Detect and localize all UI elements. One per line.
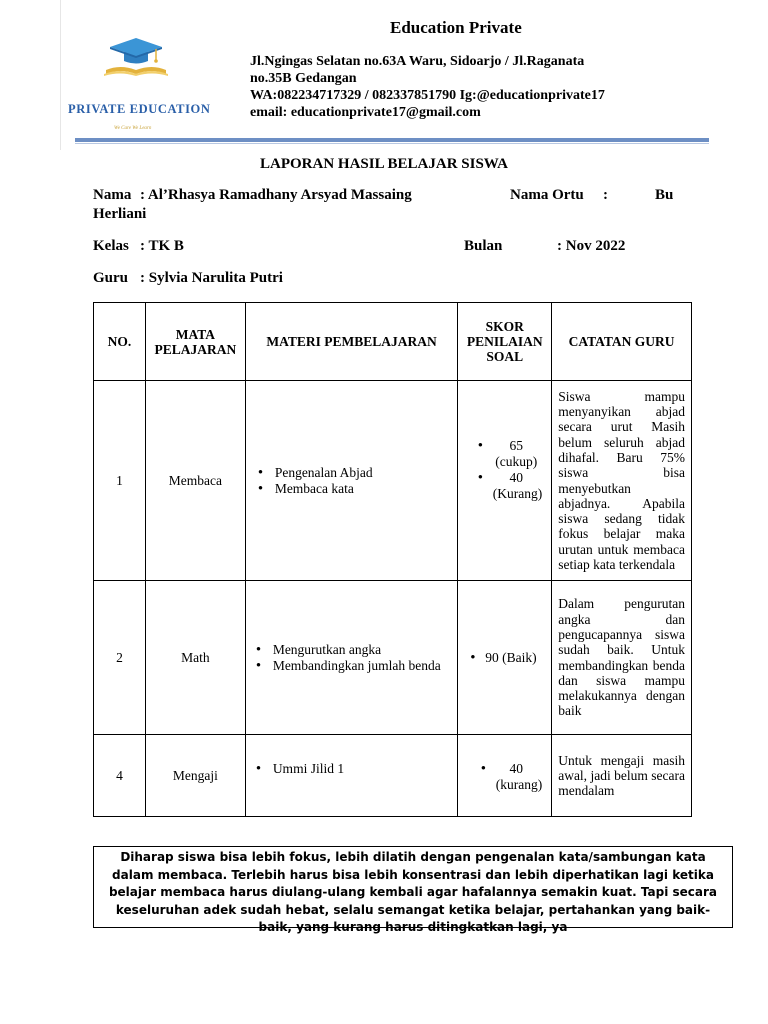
header-notes: CATATAN GURU <box>552 303 692 381</box>
school-name: Education Private <box>390 18 522 37</box>
score-item: • 90 (Baik) <box>462 650 551 666</box>
material-item: • Membandingkan jumlah benda <box>246 658 451 674</box>
row-subject: Math <box>145 581 245 735</box>
row-subject: Mengaji <box>145 735 245 817</box>
row-subject: Membaca <box>145 381 245 581</box>
header-divider <box>75 138 709 142</box>
graduation-cap-book-icon <box>64 34 214 104</box>
parent-name-separator: : <box>603 187 608 203</box>
header-divider-thin <box>75 143 709 144</box>
table-row <box>94 381 692 581</box>
report-title-text: LAPORAN HASIL BELAJAR SISWA <box>260 156 508 172</box>
row-materials <box>245 381 457 581</box>
student-name-value: : Al’Rhasya Ramadhany Arsyad Massaing <box>140 187 412 203</box>
teacher-notes: Dalam pengurutan angka dan pengucapannya siswa sudah baik. Untuk membandingkan benda dan siswa mampu melakukannya dengan baik <box>558 596 685 719</box>
row-no: 4 <box>94 735 146 817</box>
school-logo <box>64 34 214 139</box>
summary-note: Diharap siswa bisa lebih fokus, lebih dilatih dengan pengenalan kata/sambungan kata dalam membaca. Terlebih harus bisa lebih konsentrasi dan lebih diperhatikan lagi ketika belajar membaca harus diulang-ulang kembali agar hafalannya semakin kuat. Tapi secara keseluruhan adek sudah hebat, selalu semangat ketika belajar, pertahankan yang baik-baik, yang kurang harus ditingkatkan lagi, ya <box>93 846 733 928</box>
header-score-line-2: PENILAIAN <box>466 334 543 349</box>
row-notes <box>552 581 692 735</box>
header-subject-line-1: MATA <box>175 326 215 342</box>
row-no: 2 <box>94 581 146 735</box>
contact-line: WA:082234717329 / 082337851790 Ig:@educationprivate17 <box>250 88 605 103</box>
header-subject-line-2: PELAJARAN <box>154 341 237 357</box>
page-edge <box>60 0 61 150</box>
teacher-label: Guru <box>93 270 129 286</box>
row-notes <box>552 735 692 817</box>
header-score-line-3: SOAL <box>486 349 524 364</box>
class-label: Kelas <box>93 238 129 254</box>
school-address <box>250 53 670 121</box>
material-item: • Ummi Jilid 1 <box>246 761 457 777</box>
material-item: • Pengenalan Abjad <box>248 465 457 481</box>
month-value: : Nov 2022 <box>557 238 626 254</box>
table-row <box>94 735 692 817</box>
email-line: email: educationprivate17@gmail.com <box>250 105 481 120</box>
address-line-1: Jl.Ngingas Selatan no.63A Waru, Sidoarjo / Jl.Raganata <box>250 54 585 69</box>
parent-name-label: Nama Ortu <box>510 187 584 203</box>
material-item: • Membaca kata <box>248 481 457 497</box>
table-header-row <box>94 303 692 381</box>
teacher-notes: Siswa mampu menyanyikan abjad secara urut Masih belum seluruh abjad dihafal. Baru 75% siswa bisa menyebutkan abjadnya. Apabila siswa sedang tidak fokus belajar maka urutan untuk membaca setiap kata terkendala <box>558 388 685 572</box>
row-notes <box>552 381 692 581</box>
row-scores <box>458 735 552 817</box>
report-title <box>0 156 768 173</box>
header-material: MATERI PEMBELAJARAN <box>245 303 457 381</box>
header-subject <box>145 303 245 381</box>
row-no: 1 <box>94 381 146 581</box>
parent-name-value: Bu <box>655 187 674 203</box>
class-value: : TK B <box>140 238 184 254</box>
row-scores <box>458 381 552 581</box>
teacher-value: : Sylvia Narulita Putri <box>140 270 283 286</box>
score-item: • 40 (Kurang) <box>470 470 540 502</box>
header-no: NO. <box>94 303 146 381</box>
parent-name-continued: Herliani <box>93 206 147 222</box>
header-score <box>458 303 552 381</box>
grades-table <box>93 302 692 817</box>
teacher-notes: Untuk mengaji masih awal, jadi belum secara mendalam <box>558 752 685 799</box>
logo-text: PRIVATE EDUCATION <box>68 102 211 116</box>
row-scores <box>458 581 552 735</box>
material-item: • Mengurutkan angka <box>246 642 451 658</box>
score-item: • 65 (cukup) <box>470 438 540 470</box>
table-row <box>94 581 692 735</box>
row-materials <box>245 581 457 735</box>
month-label: Bulan <box>464 238 503 254</box>
student-name-label: Nama <box>93 187 132 203</box>
score-item: • 40 (kurang) <box>473 761 537 793</box>
header-score-line-1: SKOR <box>485 319 524 334</box>
logo-tagline: We Care We Learn <box>114 126 152 131</box>
address-line-2: no.35B Gedangan <box>250 71 357 86</box>
row-materials <box>245 735 457 817</box>
